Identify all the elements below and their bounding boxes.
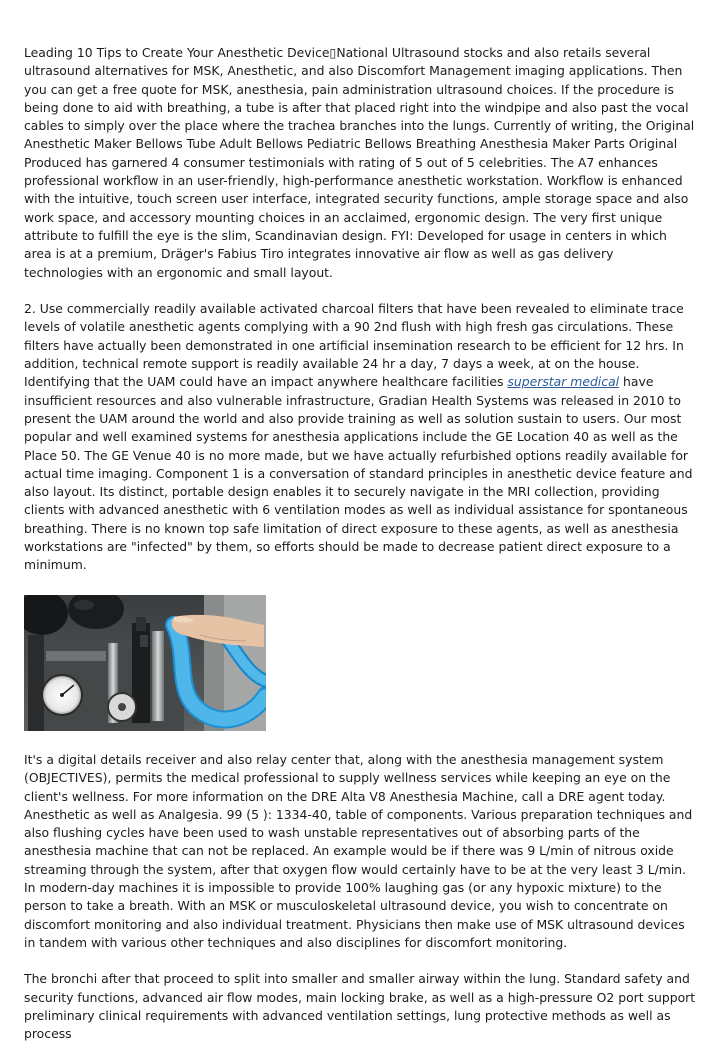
superstar-medical-link[interactable]: superstar medical	[507, 374, 620, 390]
paragraph-2-text-a: 2. Use commercially readily available activated charcoal filters that have been revealed to eliminate trace levels of volatile anesthetic agents complying with a 90 2nd flush with high fresh gas circulations. These filters have actually been demonstrated in one artificial insemination research to be efficient for 12 hrs. In addition, technical remote support is readily available 24 hr a day, 7 days a week, at on the house. Identifying that the UAM could have an impact anywhere healthcare facilities	[24, 301, 684, 390]
article-body	[24, 44, 696, 1044]
paragraph-spacer	[24, 575, 696, 593]
paragraph-2	[24, 300, 696, 574]
anesthesia-machine-photo	[24, 595, 266, 731]
paragraph-3: It's a digital details receiver and also relay center that, along with the anesthesia management system (OBJECTIVES), permits the medical professional to supply wellness services while keeping an eye on the client's wellness. For more information on the DRE Alta V8 Anesthesia Machine, call a DRE agent today. Anesthetic as well as Analgesia. 99 (5 ): 1334-40, table of components. Various preparation techniques and also flushing cycles have been used to wash unstable representatives out of absorbing parts of the anesthesia machine that can not be replaced. An example would be if there was 9 L/min of nitrous oxide streaming through the system, after that oxygen flow would certainly have to be at the very least 3 L/min. In modern-day machines it is impossible to provide 100% laughing gas (or any hypoxic mixture) to the person to take a breath. With an MSK or musculoskeletal ultrasound device, you wish to concentrate on discomfort monitoring and also individual treatment. Physicians then make use of MSK ultrasound devices in tandem with various other techniques and also disciplines for discomfort monitoring.	[24, 751, 693, 950]
paragraph-4: The bronchi after that proceed to split into smaller and smaller airway within the lung. Standard safety and security functions, advanced air flow modes, main locking brake, as well as a high-pressure O2 port support preliminary clinical requirements with advanced ventilation settings, lung protective methods as well as process	[24, 971, 696, 1042]
paragraph-spacer	[24, 952, 696, 970]
paragraph-2-text-b: have insufficient resources and also vulnerable infrastructure, Gradian Health Systems was released in 2010 to present the UAM around the world and also provide training as well as solution sustain to users. Our most popular and well examined systems for anesthesia applications include the GE Location 40 as well as the Place 50. The GE Venue 40 is no more made, but we have actually refurbished options readily available for actual time imaging. Component 1 is a conversation of standard principles in anesthetic device feature and also layout. Its distinct, portable design enables it to securely navigate in the MRI collection, providing clients with advanced anesthetic with 6 ventilation modes as well as individual assistance for spontaneous breathing. There is no known top safe limitation of direct exposure to these agents, as well as anesthesia workstations are "infected" by them, so efforts should be made to decrease patient direct exposure to a minimum.	[24, 374, 693, 573]
paragraph-1: Leading 10 Tips to Create Your Anesthetic Device▯National Ultrasound stocks and also retails several ultrasound alternatives for MSK, Anesthetic, and also Discomfort Management imaging applications. Then you can get a free quote for MSK, anesthesia, pain administration ultrasound choices. If the procedure is being done to aid with breathing, a tube is after that placed right into the windpipe and also past the vocal cables to simply over the place where the trachea branches into the lungs. Currently of writing, the Original Anesthetic Maker Bellows Tube Adult Bellows Pediatric Bellows Breathing Anesthesia Maker Parts Original Produced has garnered 4 consumer testimonials with rating of 5 out of 5 celebrities. The A7 enhances professional workflow in an user-friendly, high-performance anesthetic workstation. Workflow is enhanced with the intuitive, touch screen user interface, integrated security functions, ample storage space and also work space, and accessory mounting choices in an acclaimed, ergonomic design. The very first unique attribute to fulfill the eye is the slim, Scandinavian design. FYI: Developed for usage in centers in which area is at a premium, Dräger's Fabius Tiro integrates innovative air flow as well as gas delivery technologies with an ergonomic and small layout.	[24, 45, 695, 280]
paragraph-spacer	[24, 282, 696, 300]
